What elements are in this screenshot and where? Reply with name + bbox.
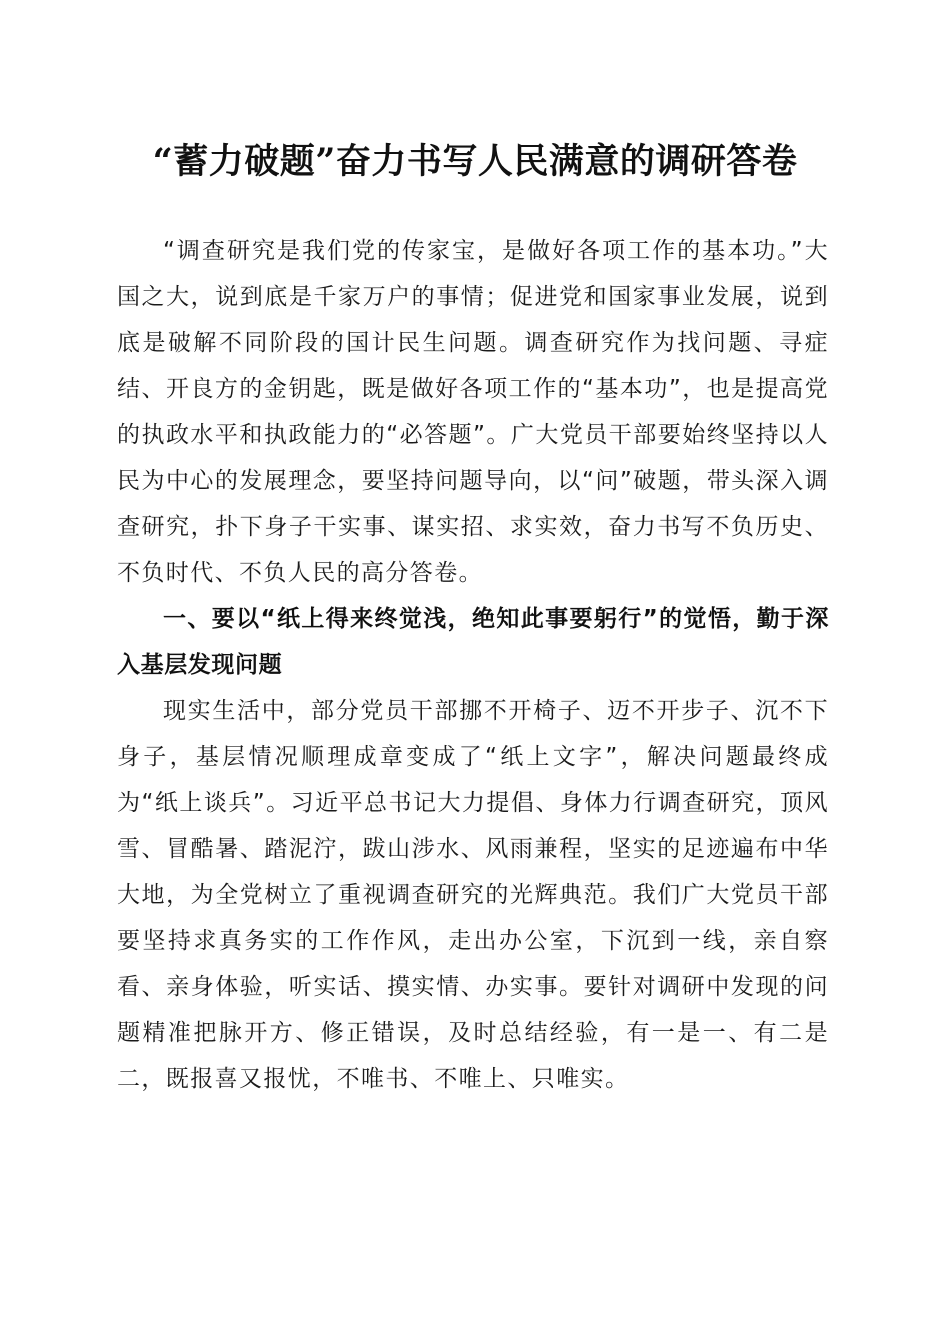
section-paragraph: 现实生活中，部分党员干部挪不开椅子、迈不开步子、沉不下身子，基层情况顺理成章变成了“纸上文字”，解决问题最终成为“纸上谈兵”。习近平总书记大力提倡、身体力行调查研究，顶风雪、冒酷暑、踏泥泞，跋山涉水、风雨兼程，坚实的足迹遍布中华大地，为全党树立了重视调查研究的光辉典范。我们广大党员干部要坚持求真务实的工作作风，走出办公室，下沉到一线，亲自察看、亲身体验，听实话、摸实情、办实事。要针对调研中发现的问题精准把脉开方、修正错误，及时总结经验，有一是一、有二是二，既报喜又报忧，不唯书、不唯上、只唯实。 [117, 698, 829, 1092]
document-title: “蓄力破题”奋力书写人民满意的调研答卷 [152, 141, 798, 182]
section-heading: 一、要以“纸上得来终觉浅，绝知此事要躬行”的觉悟，勤于深入基层发现问题 [117, 606, 829, 678]
intro-paragraph: “调查研究是我们党的传家宝，是做好各项工作的基本功。”大国之大，说到底是千家万户的事情；促进党和国家事业发展，说到底是破解不同阶段的国计民生问题。调查研究作为找问题、寻症结、开良方的金钥匙，既是做好各项工作的“基本功”，也是提高党的执政水平和执政能力的“必答题”。广大党员干部要始终坚持以人民为中心的发展理念，要坚持问题导向，以“问”破题，带头深入调查研究，扑下身子干实事、谋实招、求实效，奋力书写不负历史、不负时代、不负人民的高分答卷。 [117, 238, 829, 586]
document-body [117, 228, 829, 1102]
